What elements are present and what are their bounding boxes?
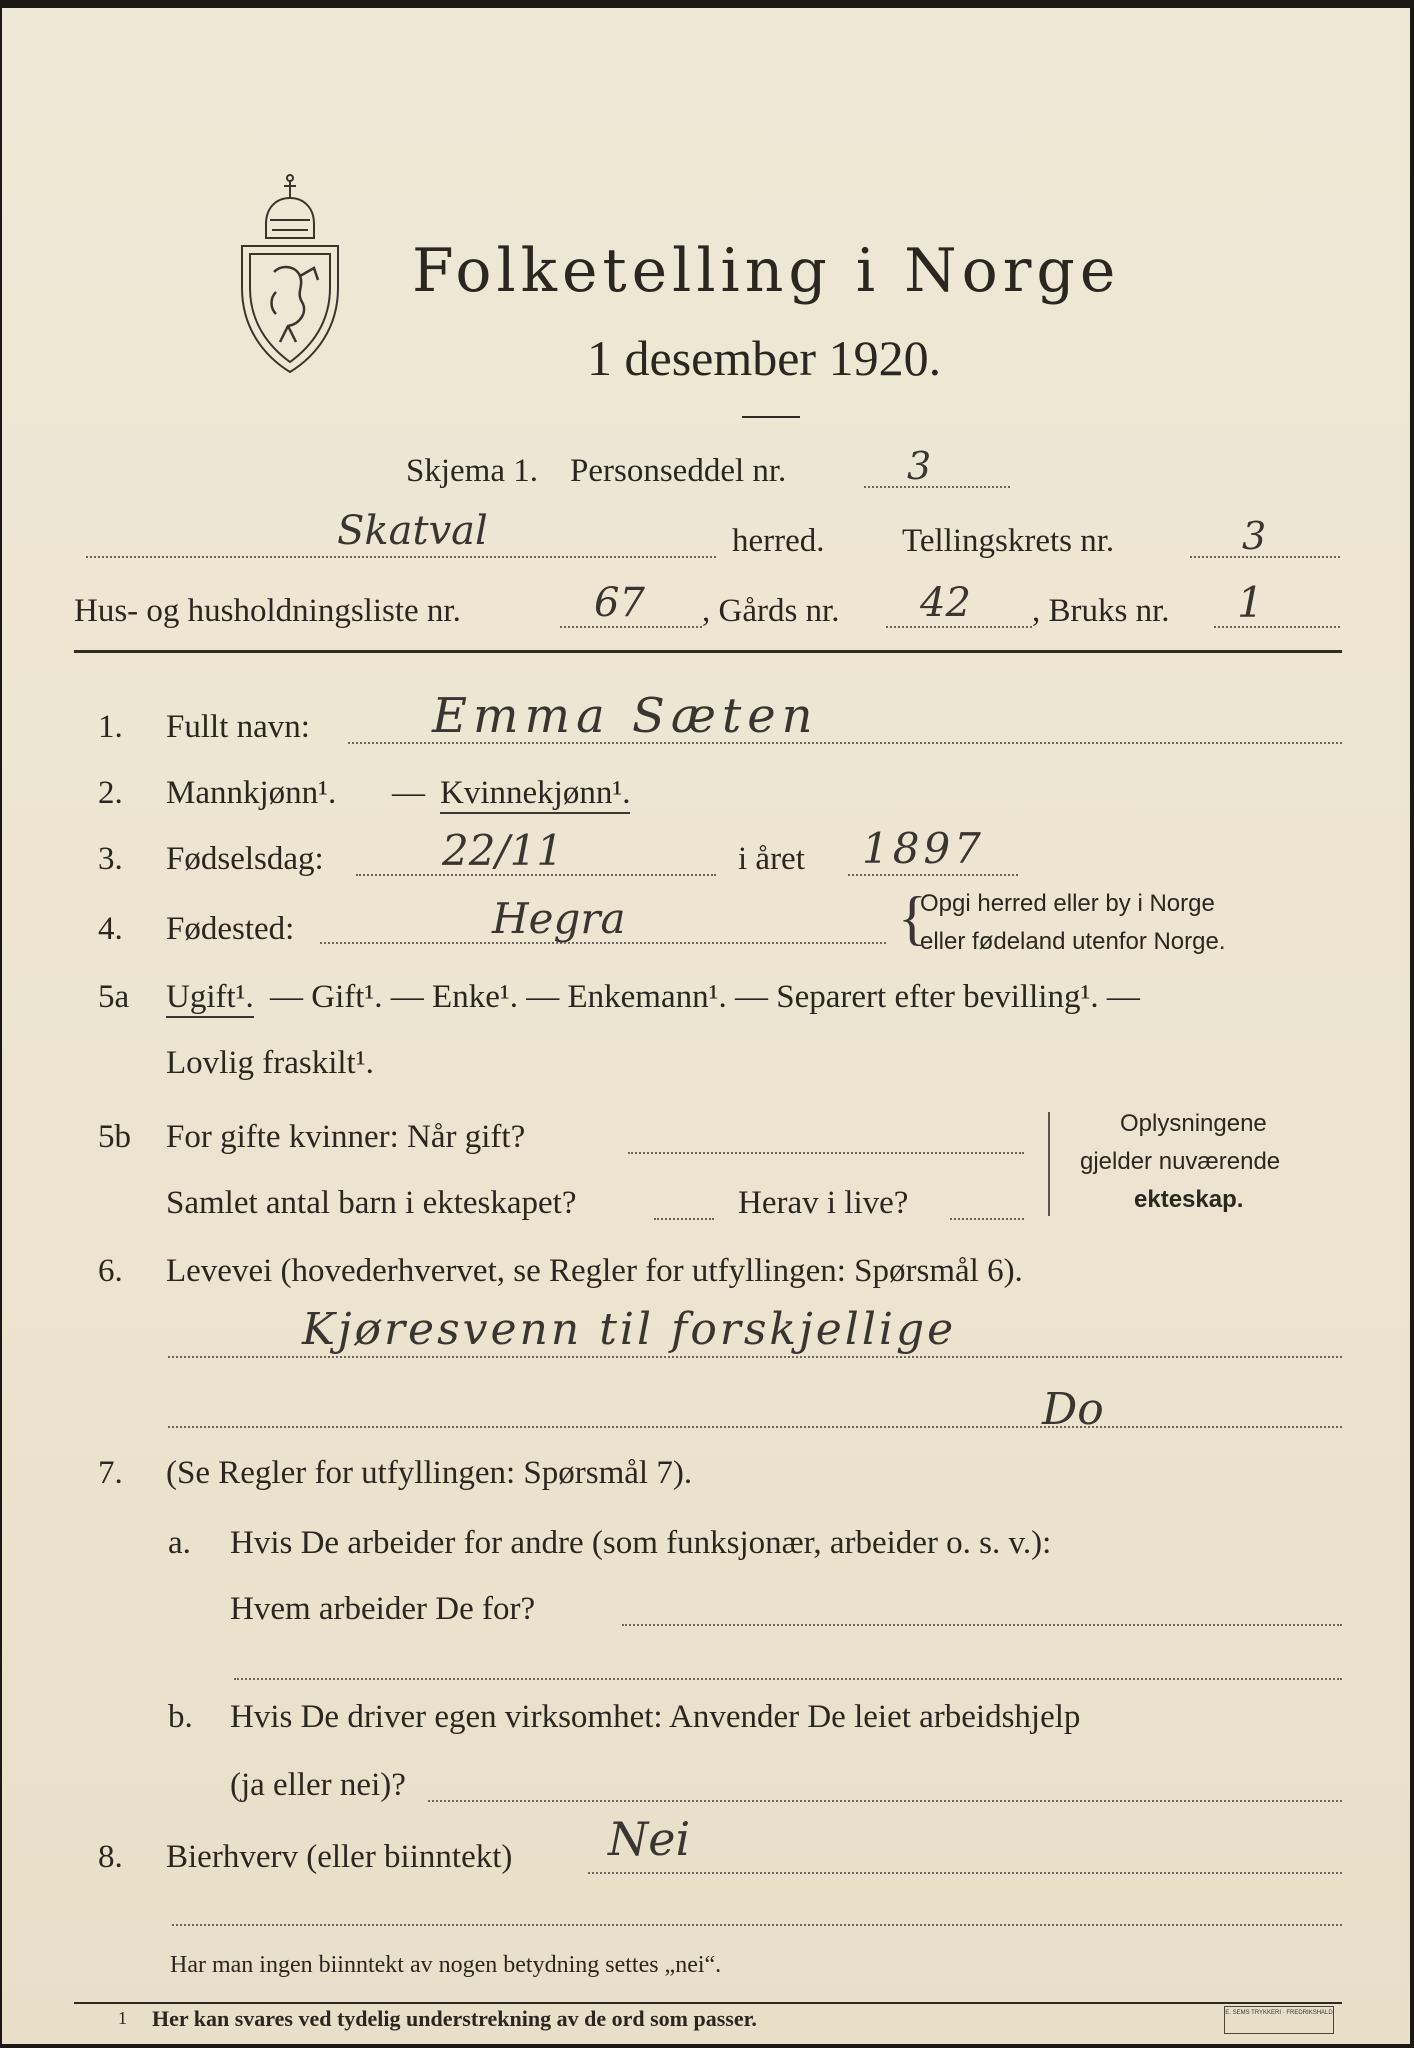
q7b-field <box>428 1800 1342 1802</box>
tellingskrets-value: 3 <box>1242 514 1267 558</box>
q6-field1 <box>168 1356 1342 1358</box>
q6-field2 <box>168 1426 1342 1428</box>
q5b-bracket <box>1048 1112 1050 1216</box>
norwegian-coat-of-arms-icon <box>230 168 350 378</box>
title-divider <box>742 416 800 418</box>
q4-brace: { <box>898 885 927 951</box>
q7a-question: Hvem arbeider De for? <box>230 1591 536 1627</box>
q4-note-line1: Opgi herred eller by i Norge <box>920 890 1215 917</box>
q5b-note2: gjelder nuværende <box>1080 1148 1281 1175</box>
footnote-text: Her kan svares ved tydelig understrekning av de ord som passer. <box>152 2006 757 2031</box>
skjema-label: Skjema 1. <box>406 453 538 489</box>
herred-field <box>86 556 716 558</box>
q3-year-field <box>848 874 1018 876</box>
q3-number: 3. <box>98 841 123 877</box>
hus-value: 67 <box>594 580 645 626</box>
q8-label: Bierhverv (eller biinntekt) <box>166 1839 513 1875</box>
q5a-line2: Lovlig fraskilt¹. <box>166 1045 374 1081</box>
q8-field2 <box>172 1924 1342 1926</box>
q5b-number: 5b <box>98 1119 131 1155</box>
q2-male: Mannkjønn¹. <box>166 775 337 811</box>
personseddel-value: 3 <box>907 444 932 488</box>
tellingskrets-label: Tellingskrets nr. <box>902 523 1115 559</box>
q4-note-line2: eller fødeland utenfor Norge. <box>920 928 1226 955</box>
q5a-number: 5a <box>98 979 130 1015</box>
form-title: Folketelling i Norge <box>412 236 1121 306</box>
q2-female: Kvinnekjønn¹. <box>440 774 630 814</box>
q6-label: Levevei (hovederhvervet, se Regler for utfyllingen: Spørsmål 6). <box>166 1253 1023 1289</box>
q8-number: 8. <box>98 1839 123 1875</box>
q7b-text: Hvis De driver egen virksomhet: Anvender De leiet arbeidshjelp <box>230 1699 1081 1735</box>
q2-number: 2. <box>98 775 123 811</box>
q7b-letter: b. <box>168 1699 193 1735</box>
q7-label: (Se Regler for utfyllingen: Spørsmål 7). <box>166 1455 693 1491</box>
q7a-field1 <box>622 1624 1342 1626</box>
bruks-value: 1 <box>1237 578 1264 627</box>
q7a-letter: a. <box>168 1525 191 1561</box>
q3-year-label: i året <box>738 841 805 877</box>
q3-value: 22/11 <box>442 826 564 875</box>
herred-label: herred. <box>732 523 825 559</box>
q8-value: Nei <box>608 1812 691 1866</box>
gards-value: 42 <box>920 580 971 626</box>
bruks-field <box>1214 626 1340 628</box>
q7a-field2 <box>234 1678 1342 1680</box>
footnote-number: 1 <box>118 2008 127 2028</box>
q5b-label3: Herav i live? <box>738 1185 909 1221</box>
q5a-ugift: Ugift¹. <box>166 978 254 1018</box>
herred-value: Skatval <box>337 508 488 554</box>
q5a-options: — Gift¹. — Enke¹. — Enkemann¹. — Separert efter bevilling¹. — <box>270 979 1140 1015</box>
q6-value-line1: Kjøresvenn til forskjellige <box>302 1304 957 1355</box>
hus-field <box>560 626 702 628</box>
q3-year-value: 1897 <box>862 824 985 873</box>
q4-label: Fødested: <box>166 911 295 947</box>
q1-label: Fullt navn: <box>166 709 310 745</box>
q7-number: 7. <box>98 1455 123 1491</box>
header-divider <box>74 650 1342 653</box>
q5b-note3: ekteskap. <box>1134 1186 1244 1213</box>
footnote-divider <box>74 2002 1342 2004</box>
printer-mark: E. SEMS TRYKKERI · FREDRIKSHALD <box>1224 2006 1334 2034</box>
q5b-label1: For gifte kvinner: Når gift? <box>166 1119 526 1155</box>
q5b-field2 <box>654 1218 714 1220</box>
q3-label: Fødselsdag: <box>166 841 324 877</box>
q1-value: Emma Sæten <box>432 688 819 744</box>
q5b-field3 <box>950 1218 1024 1220</box>
hus-label: Hus- og husholdningsliste nr. <box>74 593 461 629</box>
personseddel-label: Personseddel nr. <box>570 453 787 489</box>
q6-number: 6. <box>98 1253 123 1289</box>
gards-field <box>886 626 1032 628</box>
q6-value-line2: Do <box>1042 1384 1104 1435</box>
q1-number: 1. <box>98 709 123 745</box>
q7b-question: (ja eller nei)? <box>230 1767 406 1803</box>
form-date: 1 desember 1920. <box>587 330 942 386</box>
census-form-page <box>2 8 1410 2044</box>
q5b-label2: Samlet antal barn i ekteskapet? <box>166 1185 577 1221</box>
q5b-note1: Oplysningene <box>1120 1110 1267 1137</box>
q8-field <box>588 1872 1342 1874</box>
gards-label: , Gårds nr. <box>702 593 840 629</box>
personseddel-field <box>864 486 1010 488</box>
q5b-field1 <box>628 1152 1024 1154</box>
q7a-text: Hvis De arbeider for andre (som funksjonær, arbeider o. s. v.): <box>230 1525 1052 1561</box>
q4-number: 4. <box>98 911 123 947</box>
q4-value: Hegra <box>492 894 626 943</box>
bruks-label: , Bruks nr. <box>1032 593 1170 629</box>
q2-sep: — <box>392 775 425 811</box>
footer-note: Har man ingen biinntekt av nogen betydning settes „nei“. <box>170 1952 722 1978</box>
